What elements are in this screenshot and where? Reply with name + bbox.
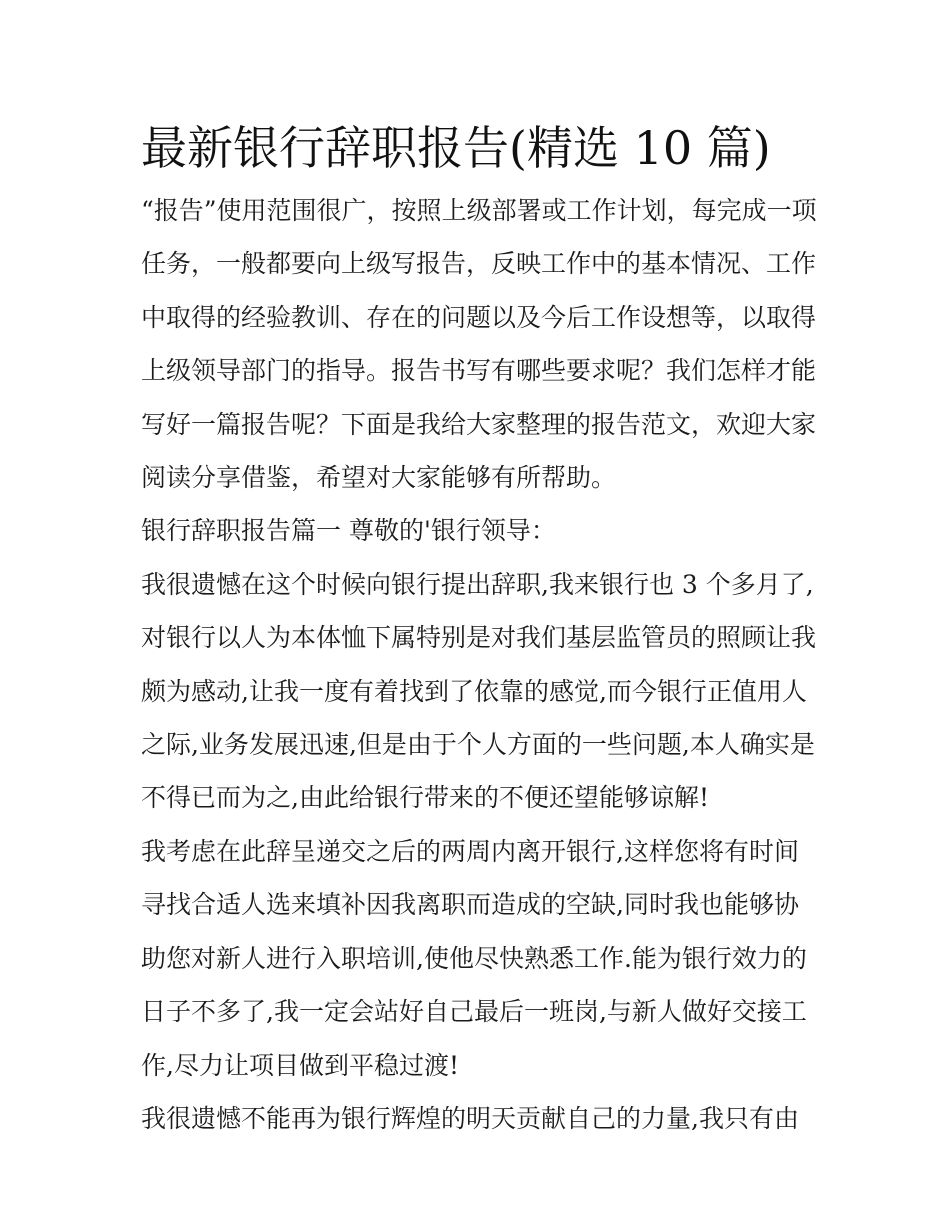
body-line: “报告”使用范围很广，按照上级部署或工作计划，每完成一项 bbox=[141, 196, 817, 225]
body-line: 上级领导部门的指导。报告书写有哪些要求呢？我们怎样才能 bbox=[141, 356, 817, 386]
document-body bbox=[141, 184, 821, 1145]
body-line: 对银行以人为本体恤下属特别是对我们基层监管员的照顾让我 bbox=[141, 623, 817, 653]
body-line: 助您对新人进行入职培训,使他尽快熟悉工作.能为银行效力的 bbox=[141, 943, 807, 973]
document-content bbox=[141, 112, 821, 1145]
body-line: 我很遗憾不能再为银行辉煌的明天贡献自己的力量,我只有由 bbox=[141, 1103, 799, 1133]
body-line: 我很遗憾在这个时候向银行提出辞职,我来银行也 3 个多月了, bbox=[141, 569, 814, 599]
body-line: 之际,业务发展迅速,但是由于个人方面的一些问题,本人确实是 bbox=[141, 730, 815, 760]
body-line: 中取得的经验教训、存在的问题以及今后工作设想等，以取得 bbox=[141, 302, 817, 332]
body-line: 日子不多了,我一定会站好自己最后一班岗,与新人做好交接工 bbox=[141, 997, 807, 1027]
body-line: 寻找合适人选来填补因我离职而造成的空缺,同时我也能够协 bbox=[141, 890, 799, 920]
body-line: 阅读分享借鉴，希望对大家能够有所帮助。 bbox=[141, 463, 617, 493]
body-line: 任务，一般都要向上级写报告，反映工作中的基本情况、工作 bbox=[141, 249, 817, 279]
body-line: 写好一篇报告呢？下面是我给大家整理的报告范文，欢迎大家 bbox=[141, 409, 817, 439]
section-heading-line: 银行辞职报告篇一 尊敬的'银行领导： bbox=[141, 516, 556, 546]
body-line: 不得已而为之,由此给银行带来的不便还望能够谅解! bbox=[141, 783, 709, 813]
body-line: 我考虑在此辞呈递交之后的两周内离开银行,这样您将有时间 bbox=[141, 836, 799, 866]
body-line: 颇为感动,让我一度有着找到了依靠的感觉,而今银行正值用人 bbox=[141, 676, 807, 706]
document-title: 最新银行辞职报告(精选 10 篇) bbox=[141, 121, 771, 175]
body-line: 作,尽力让项目做到平稳过渡! bbox=[141, 1050, 459, 1080]
